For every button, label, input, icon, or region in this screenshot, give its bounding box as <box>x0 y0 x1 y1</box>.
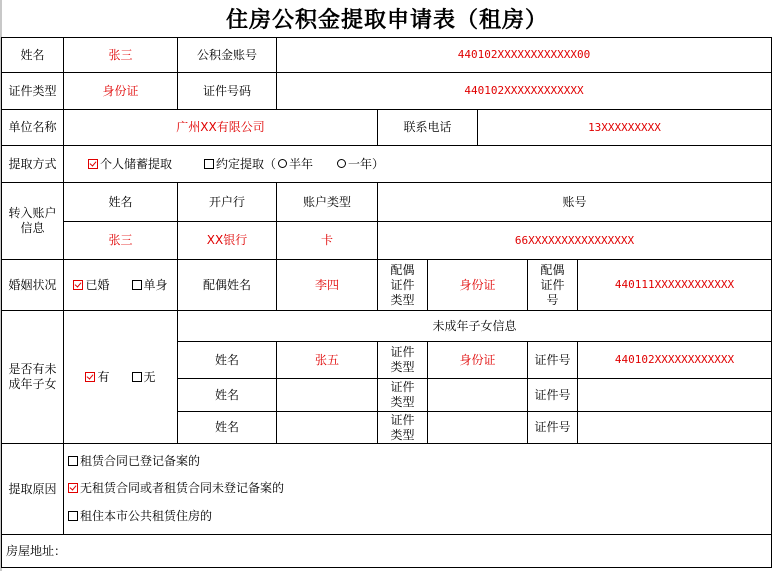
checkbox-checked-icon <box>73 280 83 290</box>
option-no[interactable]: 无 <box>132 370 156 385</box>
reason-label: 提取原因 <box>1 443 64 535</box>
child-id-no-field[interactable] <box>577 378 772 412</box>
company-field[interactable]: 广州XX有限公司 <box>63 109 378 146</box>
option-half-year[interactable]: 半年 <box>276 157 313 172</box>
checkbox-icon <box>204 159 214 169</box>
company-label: 单位名称 <box>1 109 64 146</box>
spouse-name-label: 配偶姓名 <box>177 259 277 311</box>
radio-icon <box>278 159 287 168</box>
checkbox-icon <box>68 511 78 521</box>
child-name-field[interactable] <box>276 411 378 444</box>
transfer-bank-header: 开户行 <box>177 182 277 222</box>
marriage-label: 婚姻状况 <box>1 259 64 311</box>
phone-label: 联系电话 <box>377 109 478 146</box>
child-name-label: 姓名 <box>177 411 277 444</box>
phone-field[interactable]: 13XXXXXXXXX <box>477 109 772 146</box>
child-id-type-field[interactable] <box>427 378 528 412</box>
child-id-type-label: 证件类型 <box>377 411 428 444</box>
transfer-type-header: 账户类型 <box>276 182 378 222</box>
name-label: 姓名 <box>1 37 64 73</box>
child-id-no-label: 证件号 <box>527 411 578 444</box>
account-field[interactable]: 440102XXXXXXXXXXXX00 <box>276 37 772 73</box>
child-id-type-label: 证件类型 <box>377 378 428 412</box>
option-single[interactable]: 单身 <box>132 278 168 293</box>
child-id-no-field[interactable] <box>577 411 772 444</box>
id-type-label: 证件类型 <box>1 72 64 110</box>
child-name-field[interactable]: 张五 <box>276 341 378 379</box>
transfer-name-header: 姓名 <box>63 182 178 222</box>
option-yes[interactable]: 有 <box>85 370 109 385</box>
checkbox-icon <box>68 456 78 466</box>
spouse-name-field[interactable]: 李四 <box>276 259 378 311</box>
form-title: 住房公积金提取申请表（租房） <box>225 7 548 33</box>
child-name-field[interactable] <box>276 378 378 412</box>
id-type-field[interactable]: 身份证 <box>63 72 178 110</box>
marriage-options <box>63 259 178 311</box>
radio-icon <box>337 159 346 168</box>
transfer-account-field[interactable]: 66XXXXXXXXXXXXXXXX <box>377 221 772 260</box>
child-id-type-field[interactable] <box>427 411 528 444</box>
address-label: 房屋地址： <box>6 543 67 558</box>
option-scheduled[interactable]: 约定提取（ <box>204 157 276 172</box>
reason-option-public-housing[interactable]: 租住本市公共租赁住房的 <box>68 509 212 524</box>
name-field[interactable]: 张三 <box>63 37 178 73</box>
child-id-type-label: 证件类型 <box>377 341 428 379</box>
checkbox-checked-icon <box>68 483 78 493</box>
option-one-year[interactable]: 一年） <box>335 157 384 172</box>
child-id-no-field[interactable]: 440102XXXXXXXXXXXX <box>577 341 772 379</box>
id-no-label: 证件号码 <box>177 72 277 110</box>
checkbox-icon <box>132 280 142 290</box>
child-id-no-label: 证件号 <box>527 341 578 379</box>
reason-option-registered[interactable]: 租赁合同已登记备案的 <box>68 454 200 469</box>
child-name-label: 姓名 <box>177 341 277 379</box>
children-options <box>63 310 178 444</box>
transfer-name-field[interactable]: 张三 <box>63 221 178 260</box>
option-married[interactable]: 已婚 <box>73 278 109 293</box>
transfer-account-header: 账号 <box>377 182 772 222</box>
transfer-bank-field[interactable]: XX银行 <box>177 221 277 260</box>
spouse-id-no-label: 配偶证件号 <box>527 259 578 311</box>
reason-options <box>63 443 772 535</box>
method-options <box>63 145 772 183</box>
method-label: 提取方式 <box>1 145 64 183</box>
address-row[interactable] <box>1 534 772 568</box>
reason-option-unregistered[interactable]: 无租赁合同或者租赁合同未登记备案的 <box>68 481 284 496</box>
checkbox-checked-icon <box>88 159 98 169</box>
child-id-no-label: 证件号 <box>527 378 578 412</box>
transfer-type-field[interactable]: 卡 <box>276 221 378 260</box>
id-no-field[interactable]: 440102XXXXXXXXXXXX <box>276 72 772 110</box>
spouse-id-type-field[interactable]: 身份证 <box>427 259 528 311</box>
account-label: 公积金账号 <box>177 37 277 73</box>
children-header: 未成年子女信息 <box>177 310 772 342</box>
transfer-label: 转入账户信息 <box>1 182 64 260</box>
spouse-id-no-field[interactable]: 440111XXXXXXXXXXXX <box>577 259 772 311</box>
checkbox-checked-icon <box>85 372 95 382</box>
spouse-id-type-label: 配偶证件类型 <box>377 259 428 311</box>
checkbox-icon <box>132 372 142 382</box>
child-name-label: 姓名 <box>177 378 277 412</box>
child-id-type-field[interactable]: 身份证 <box>427 341 528 379</box>
children-label: 是否有未成年子女 <box>1 310 64 444</box>
option-personal[interactable]: 个人储蓄提取 <box>88 157 172 172</box>
